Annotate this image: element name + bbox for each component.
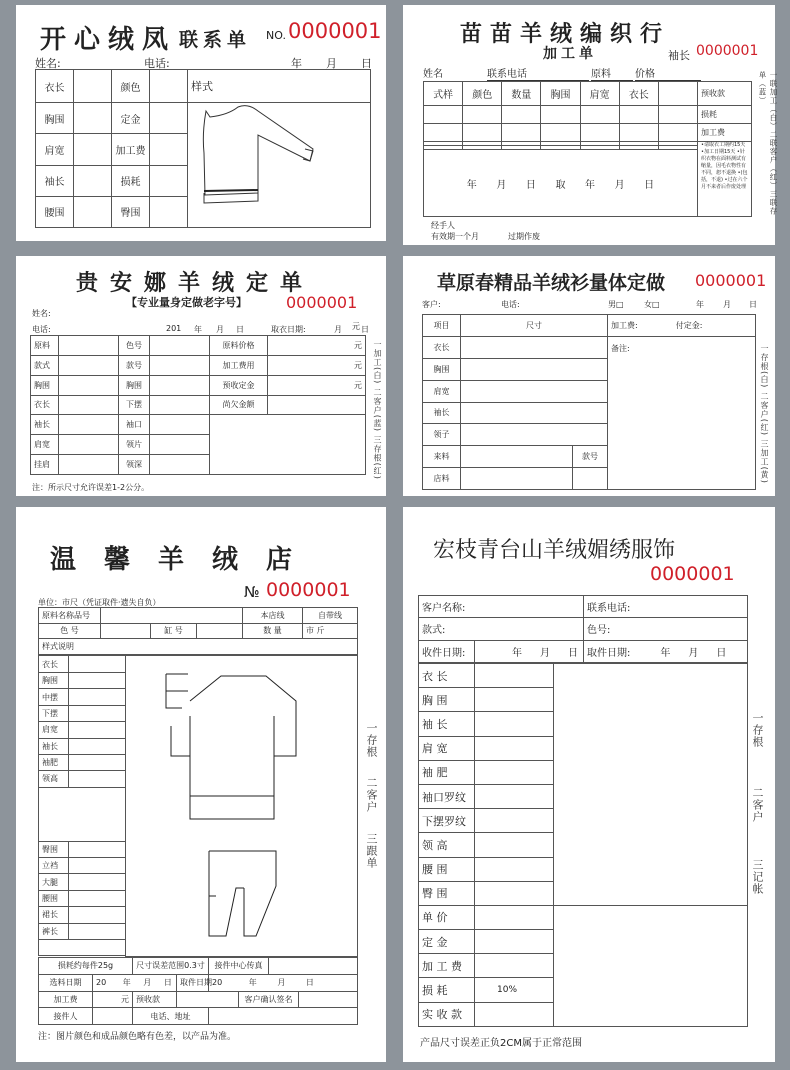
label: 衣长 [39, 656, 69, 673]
row-label: 定 金 [419, 930, 475, 954]
row-value[interactable] [475, 688, 554, 712]
label: 裙长 [39, 907, 69, 923]
remark-area[interactable]: 备注: [608, 336, 756, 489]
serial-number: 0000001 [696, 43, 759, 59]
pick-date-field[interactable]: 20 年 月 日 [209, 974, 358, 991]
copy-legend: 一联加工（白）二联客户（红）三联存单（蓝） [758, 71, 778, 216]
label: 颜色 [112, 70, 150, 103]
form1-title: 开心绒凤 [40, 25, 177, 55]
row-label: 肩 宽 [419, 736, 475, 760]
label: 中摆 [39, 689, 69, 705]
field[interactable] [150, 103, 188, 134]
form6-measure-table [418, 663, 748, 1027]
label: 裤长 [39, 923, 69, 940]
label: 挂肩 [31, 455, 59, 475]
field[interactable] [150, 70, 188, 103]
name-label: 姓名: [32, 309, 51, 318]
fee-label: 加工费用 [210, 355, 268, 375]
form2-title: 苗苗羊绒编织行 [460, 22, 671, 47]
copy-3: 三记帐 [751, 859, 764, 895]
row-label: 领 高 [419, 833, 475, 857]
form-wenxin [16, 507, 386, 1062]
field[interactable] [150, 196, 188, 227]
label: 电话、地址 [133, 1008, 209, 1025]
label: 臀围 [112, 196, 150, 227]
label: 腰围 [36, 196, 74, 227]
label: 接件人 [39, 1008, 93, 1025]
copy-2: 二客户 [365, 777, 378, 813]
name-label: 姓名 [423, 69, 443, 80]
notes: •请取衣工期约15天 •加工日期15天 •针织衣物在面料测试有缩量，因毛衣物性有不同，恕不退换 •(包括，不退) •过在六个月不来者后作废处理 [698, 142, 752, 217]
yuan: 元 [268, 375, 366, 395]
label: 自带线 [303, 608, 358, 624]
price-field[interactable]: 价格 [635, 65, 701, 81]
name-label: 姓名: [35, 57, 61, 70]
sweater-icon [188, 103, 368, 229]
header: 胸围 [541, 82, 580, 106]
row-label: 下摆罗纹 [419, 809, 475, 833]
field[interactable] [74, 70, 112, 103]
serial-number: 0000001 [288, 19, 382, 43]
label: 领子 [423, 424, 461, 446]
row-label: 袖 长 [419, 712, 475, 736]
label: 肩宽 [423, 380, 461, 402]
remark-area[interactable] [554, 905, 748, 1026]
header: 肩宽 [580, 82, 619, 106]
row-label: 腰 围 [419, 857, 475, 881]
row-value[interactable] [475, 833, 554, 857]
form-kaixin [16, 5, 386, 241]
month-label: 月 [216, 325, 224, 334]
label: 预收款 [133, 991, 177, 1008]
copy-2: 二客户 [751, 787, 764, 823]
row-label: 衣 长 [419, 664, 475, 688]
form5-header-table [38, 607, 358, 655]
label: 胸围 [31, 375, 59, 395]
label: 加工费 [698, 124, 752, 142]
fee-label: 原料价格 [210, 336, 268, 356]
label: 损耗 [112, 165, 150, 196]
form-caoyuanchun [403, 256, 775, 496]
header: 衣长 [619, 82, 658, 106]
form5-title: 温馨羊绒店 [50, 545, 321, 575]
note: 注：图片颜色和成品颜色略有色差，以产品为准。 [38, 1032, 237, 1042]
style-label: 样式 [188, 70, 371, 103]
label: 损耗 [698, 106, 752, 124]
row-value[interactable] [475, 712, 554, 736]
copy-1: 一存根 [751, 712, 764, 748]
phone-label: 电话: [144, 57, 170, 70]
serial-number: 0000001 [286, 293, 358, 312]
row-value[interactable] [475, 664, 554, 688]
phone-field[interactable]: 联系电话 [487, 65, 589, 81]
form5-footer-table [38, 957, 358, 1025]
label: 袖肥 [39, 754, 69, 770]
field[interactable] [150, 134, 188, 165]
slogan: 【专业量身定做老字号】 [126, 296, 247, 309]
label: 加工费 [39, 991, 93, 1008]
form4-title: 草原春精品羊绒衫量体定做 [437, 272, 666, 294]
label: 数 量 [243, 623, 303, 639]
row-value[interactable] [475, 1002, 554, 1026]
row-value[interactable] [475, 809, 554, 833]
loss-note: 损耗约每件25g [39, 958, 133, 975]
fee-label: 预收定金 [210, 375, 268, 395]
label: 肩宽 [31, 435, 59, 455]
row-label: 臀 围 [419, 881, 475, 905]
field[interactable] [74, 165, 112, 196]
row-value[interactable] [475, 881, 554, 905]
header: 式样 [424, 82, 463, 106]
row-label: 实 收 款 [419, 1002, 475, 1026]
label: 胸围 [423, 358, 461, 380]
size-header: 尺寸 [461, 315, 608, 337]
pickup-month: 月 [334, 325, 342, 334]
label: 店料 [423, 468, 461, 490]
yuan: 元 [93, 991, 133, 1008]
form4-table [422, 314, 756, 490]
tolerance-note: 尺寸误差范围0.3寸 [133, 958, 209, 975]
no-label: NO. [266, 29, 286, 42]
note: 产品尺寸误差正负2CM属于正常范围 [420, 1038, 582, 1049]
label: 色 号 [39, 623, 101, 639]
garment-icon [126, 656, 359, 956]
row-value[interactable] [475, 760, 554, 784]
recv-date-field[interactable]: 年 月 日 [475, 640, 584, 662]
phone-label: 电话: [501, 300, 520, 309]
pickup-label: 取衣日期: [271, 325, 306, 334]
form-guianna [16, 256, 386, 496]
label: 袖口 [119, 415, 150, 435]
customer-field[interactable]: 客户名称: [419, 596, 584, 618]
row-value[interactable] [475, 784, 554, 808]
row-value[interactable] [475, 954, 554, 978]
sketch-area[interactable] [554, 664, 748, 906]
field[interactable] [74, 196, 112, 227]
form1-subtitle: 联系单 [179, 29, 252, 51]
label: 袖长 [36, 165, 74, 196]
label: 立裆 [39, 858, 69, 874]
serial-label: 袖长 [668, 49, 690, 62]
valid-label: 有效期一个月 [431, 232, 479, 241]
row-label: 单 价 [419, 905, 475, 929]
form1-table [35, 69, 371, 228]
copy-1: 一存根 [365, 722, 378, 758]
fax-label: 接件中心传真 [209, 958, 269, 975]
label: 下摆 [39, 705, 69, 721]
row-value[interactable] [475, 905, 554, 929]
copy-legend: 一存根(白) 二客户(红) 三加工(黄) [760, 344, 769, 484]
label: 款号 [119, 355, 150, 375]
row-label: 胸 围 [419, 688, 475, 712]
fee-label: 尚欠金额 [210, 395, 268, 415]
label: 领高 [39, 771, 69, 787]
day-label: 日 [361, 57, 372, 70]
row-value[interactable] [475, 857, 554, 881]
form6-header-table [418, 595, 748, 663]
year-prefix: 201 [166, 324, 182, 333]
label: 下摆 [119, 395, 150, 415]
form6-title: 宏枝青台山羊绒媚绣服饰 [433, 538, 676, 563]
day-label: 日 [236, 325, 244, 334]
label: 袖长 [423, 402, 461, 424]
label: 腰围 [39, 890, 69, 906]
month-label: 月 [326, 57, 337, 70]
field[interactable] [74, 103, 112, 134]
label: 领片 [119, 435, 150, 455]
no-label: № [244, 583, 260, 601]
fee-cell: 加工费: 付定金: [608, 315, 756, 337]
label: 衣长 [36, 70, 74, 103]
label: 取件日期 [177, 974, 209, 991]
label: 肩宽 [36, 134, 74, 165]
label: 原料名称品号 [39, 608, 101, 624]
label: 预收款 [698, 82, 752, 106]
serial-number: 0000001 [650, 563, 735, 585]
color-field[interactable]: 色号: [584, 618, 748, 640]
female-checkbox[interactable]: 女□ [644, 300, 660, 309]
handler-label: 经手人 [431, 221, 455, 230]
form3-title: 贵安娜羊绒定单 [76, 271, 315, 296]
header: 颜色 [463, 82, 502, 106]
header-blank [658, 82, 697, 106]
form2-subtitle: 加工单 [543, 46, 597, 62]
label: 袖长 [31, 415, 59, 435]
label: 来料 [423, 446, 461, 468]
sweater-sketch [188, 103, 371, 228]
form5-measure-table [38, 655, 358, 957]
row-label: 袖 肥 [419, 760, 475, 784]
material-field[interactable]: 原料 [591, 65, 633, 81]
copy-3: 三跟单 [365, 833, 378, 869]
label: 胸围 [119, 375, 150, 395]
row-label: 袖口罗纹 [419, 784, 475, 808]
label: 定金 [112, 103, 150, 134]
label: 胸围 [36, 103, 74, 134]
label: 原料 [31, 336, 59, 356]
label: 臀围 [39, 841, 69, 857]
male-checkbox[interactable]: 男□ [608, 300, 624, 309]
day-label: 日 [749, 300, 757, 309]
row-value[interactable]: 10% [475, 978, 554, 1002]
note: 注：所示尺寸允许误差1-2公分。 [32, 483, 150, 492]
label: 肩宽 [39, 722, 69, 738]
label: 款式 [31, 355, 59, 375]
pickup-day: 日 [361, 325, 369, 334]
serial-number: 0000001 [695, 271, 767, 290]
month-label: 月 [723, 300, 731, 309]
label: 加工费 [112, 134, 150, 165]
label: 衣长 [31, 395, 59, 415]
label: 衣长 [423, 336, 461, 358]
label: 大腿 [39, 874, 69, 890]
row-label: 加 工 费 [419, 954, 475, 978]
copy-legend: 一加工(白) 二客户(蓝) 三存根(红) [373, 340, 382, 480]
form2-table [423, 81, 752, 217]
field[interactable] [74, 134, 112, 165]
label: 缸 号 [151, 623, 197, 639]
label: 袖长 [39, 738, 69, 754]
form-hongzhi [403, 507, 775, 1062]
pick-date-field[interactable]: 取件日期: 年 月 日 [584, 640, 748, 662]
unit-line: 单位：市尺（凭证取件·遗失自负） [38, 598, 161, 607]
row-value[interactable] [475, 930, 554, 954]
label: 色号 [119, 336, 150, 356]
year-label: 年 [696, 300, 704, 309]
header: 数量 [502, 82, 541, 106]
yuan: 元 [268, 336, 366, 356]
serial-number: 0000001 [266, 579, 351, 601]
label: 款号 [573, 446, 608, 468]
label: 本店线 [243, 608, 303, 624]
garment-sketch [126, 656, 358, 957]
label: 领深 [119, 455, 150, 475]
form-miaomiao [403, 5, 778, 245]
phone-label: 电话: [32, 325, 51, 334]
year-label: 年 [291, 57, 302, 70]
row-label: 损 耗 [419, 978, 475, 1002]
style-field[interactable]: 款式: [419, 618, 584, 640]
row-value[interactable] [475, 736, 554, 760]
select-date-field[interactable]: 20 年 月 日 [93, 974, 177, 991]
yuan-label: 元 [352, 322, 360, 331]
label: 客户确认签名 [239, 991, 299, 1008]
label: 市 斤 [303, 623, 358, 639]
form3-table [30, 335, 366, 475]
item-header: 项目 [423, 315, 461, 337]
label: 收件日期: [419, 640, 475, 662]
yuan: 元 [268, 355, 366, 375]
date-row: 年 月 日 取 年 月 日 [424, 150, 698, 217]
label: 胸围 [39, 673, 69, 689]
field[interactable] [150, 165, 188, 196]
customer-label: 客户: [422, 300, 441, 309]
style-label: 样式说明 [39, 639, 358, 655]
phone-field[interactable]: 联系电话: [584, 596, 748, 618]
label: 选料日期 [39, 974, 93, 991]
expire-label: 过期作废 [508, 232, 540, 241]
year-label: 年 [194, 325, 202, 334]
